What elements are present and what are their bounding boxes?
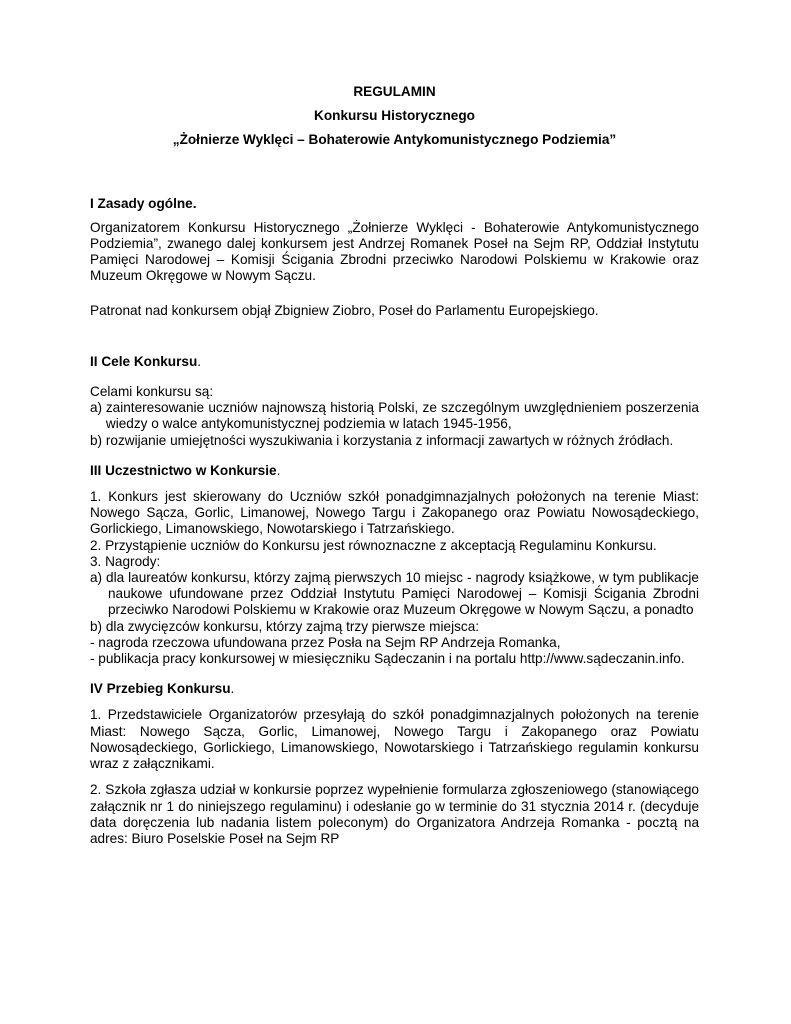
section-heading-goals-text: II Cele Konkursu [90, 353, 198, 369]
patronage-paragraph: Patronat nad konkursem objął Zbigniew Ziobro, Poseł do Parlamentu Europejskiego. [90, 302, 599, 318]
prize-item-a: a) dla laureatów konkursu, którzy zajmą pierwszych 10 miejsc - nagrody książkowe, w tym publikacje naukowe ufundowane przez Oddział Instytutu Pamięci Narodowej – Komisji Ścigania Zbrodni przeciwko Narodowi Polskiemu w Krakowie oraz Muzeum Okręgowe w Nowym Sączu, a ponadto [90, 570, 699, 618]
participation-point-3: 3. Nagrody: [90, 553, 161, 569]
prize-dash-2: - publikacja pracy konkursowej w miesięczniku Sądeczanin i na portalu http://www.sądeczanin.info. [90, 651, 685, 667]
document-title: REGULAMIN [353, 84, 436, 99]
prize-dash-1: - nagroda rzeczowa ufundowana przez Posła na Sejm RP Andrzeja Romanka, [90, 634, 561, 650]
participation-point-1: 1. Konkurs jest skierowany do Uczniów szkół ponadgimnazjalnych położonych na terenie Miast: Nowego Sącza, Gorlic, Limanowej, Nowego Targu i Zakopanego oraz Powiatu Nowosądeckiego, Gorlickiego, Limanowskiego, Nowotarskiego i Tatrzańskiego. [90, 489, 699, 537]
section-heading-procedure-text: IV Przebieg Konkursu [90, 681, 231, 697]
document-page [90, 84, 699, 847]
goal-item-b [90, 433, 699, 449]
section-heading-general-rules: I Zasady ogólne. [90, 195, 197, 211]
section-heading-procedure [90, 681, 699, 697]
section-heading-participation [90, 463, 699, 479]
section-heading-procedure-dot: . [230, 681, 235, 697]
contest-name: „Żołnierze Wyklęci – Bohaterowie Antykomunistycznego Podziemia” [172, 132, 617, 148]
section-heading-goals-dot: . [197, 353, 202, 369]
procedure-point-1: 1. Przedstawiciele Organizatorów przesyłają do szkół ponadgimnazjalnych położonych na terenie Miast: Nowego Sącza, Gorlic, Limanowej, Nowego Targu i Zakopanego oraz Powiatu Nowosądeckiego, Gorlickiego, Limanowskiego, Nowotarskiego i Tatrzańskiego regulamin konkursu wraz z załącznikami. [90, 707, 699, 772]
goal-item-b-text: rozwijanie umiejętności wyszukiwania i korzystania z informacji zawartych w różnych źródłach. [105, 432, 674, 448]
goals-intro: Celami konkursu są: [90, 384, 214, 400]
goal-item-a-marker: a) [90, 400, 103, 416]
document-subtitle: Konkursu Historycznego [314, 108, 475, 124]
goal-item-a-text: zainteresowanie uczniów najnowszą historią Polski, ze szczególnym uwzględnieniem poszerzenia wiedzy o walce antykomunistycznej podziemia w latach 1945-1956, [105, 400, 699, 432]
participation-point-2: 2. Przystąpienie uczniów do Konkursu jest równoznaczne z akceptacją Regulaminu Konkursu. [90, 537, 657, 553]
section-heading-goals [90, 354, 699, 370]
goal-item-a [90, 400, 699, 432]
procedure-point-2: 2. Szkoła zgłasza udział w konkursie poprzez wypełnienie formularza zgłoszeniowego (stanowiącego załącznik nr 1 do niniejszego regulaminu) i odesłanie go w terminie do 31 stycznia 2014 r. (decyduje data doręczenia lub nadania listem poleconym) do Organizatora Andrzeja Romanka - pocztą na adres: Biuro Poselskie Poseł na Sejm RP [90, 782, 699, 846]
section-heading-participation-dot: . [276, 462, 281, 478]
organizers-paragraph: Organizatorem Konkursu Historycznego „Żołnierze Wyklęci - Bohaterowie Antykomunistycznego Podziemia”, zwanego dalej konkursem jest Andrzej Romanek Poseł na Sejm RP, Oddział Instytutu Pamięci Narodowej – Komisji Ścigania Zbrodni przeciwko Narodowi Polskiemu w Krakowie oraz Muzeum Okręgowe w Nowym Sączu. [90, 219, 699, 284]
section-heading-participation-text: III Uczestnictwo w Konkursie [90, 462, 277, 478]
goal-item-b-marker: b) [90, 432, 103, 448]
prize-item-b: b) dla zwycięzców konkursu, którzy zajmą trzy pierwsze miejsca: [90, 618, 480, 634]
